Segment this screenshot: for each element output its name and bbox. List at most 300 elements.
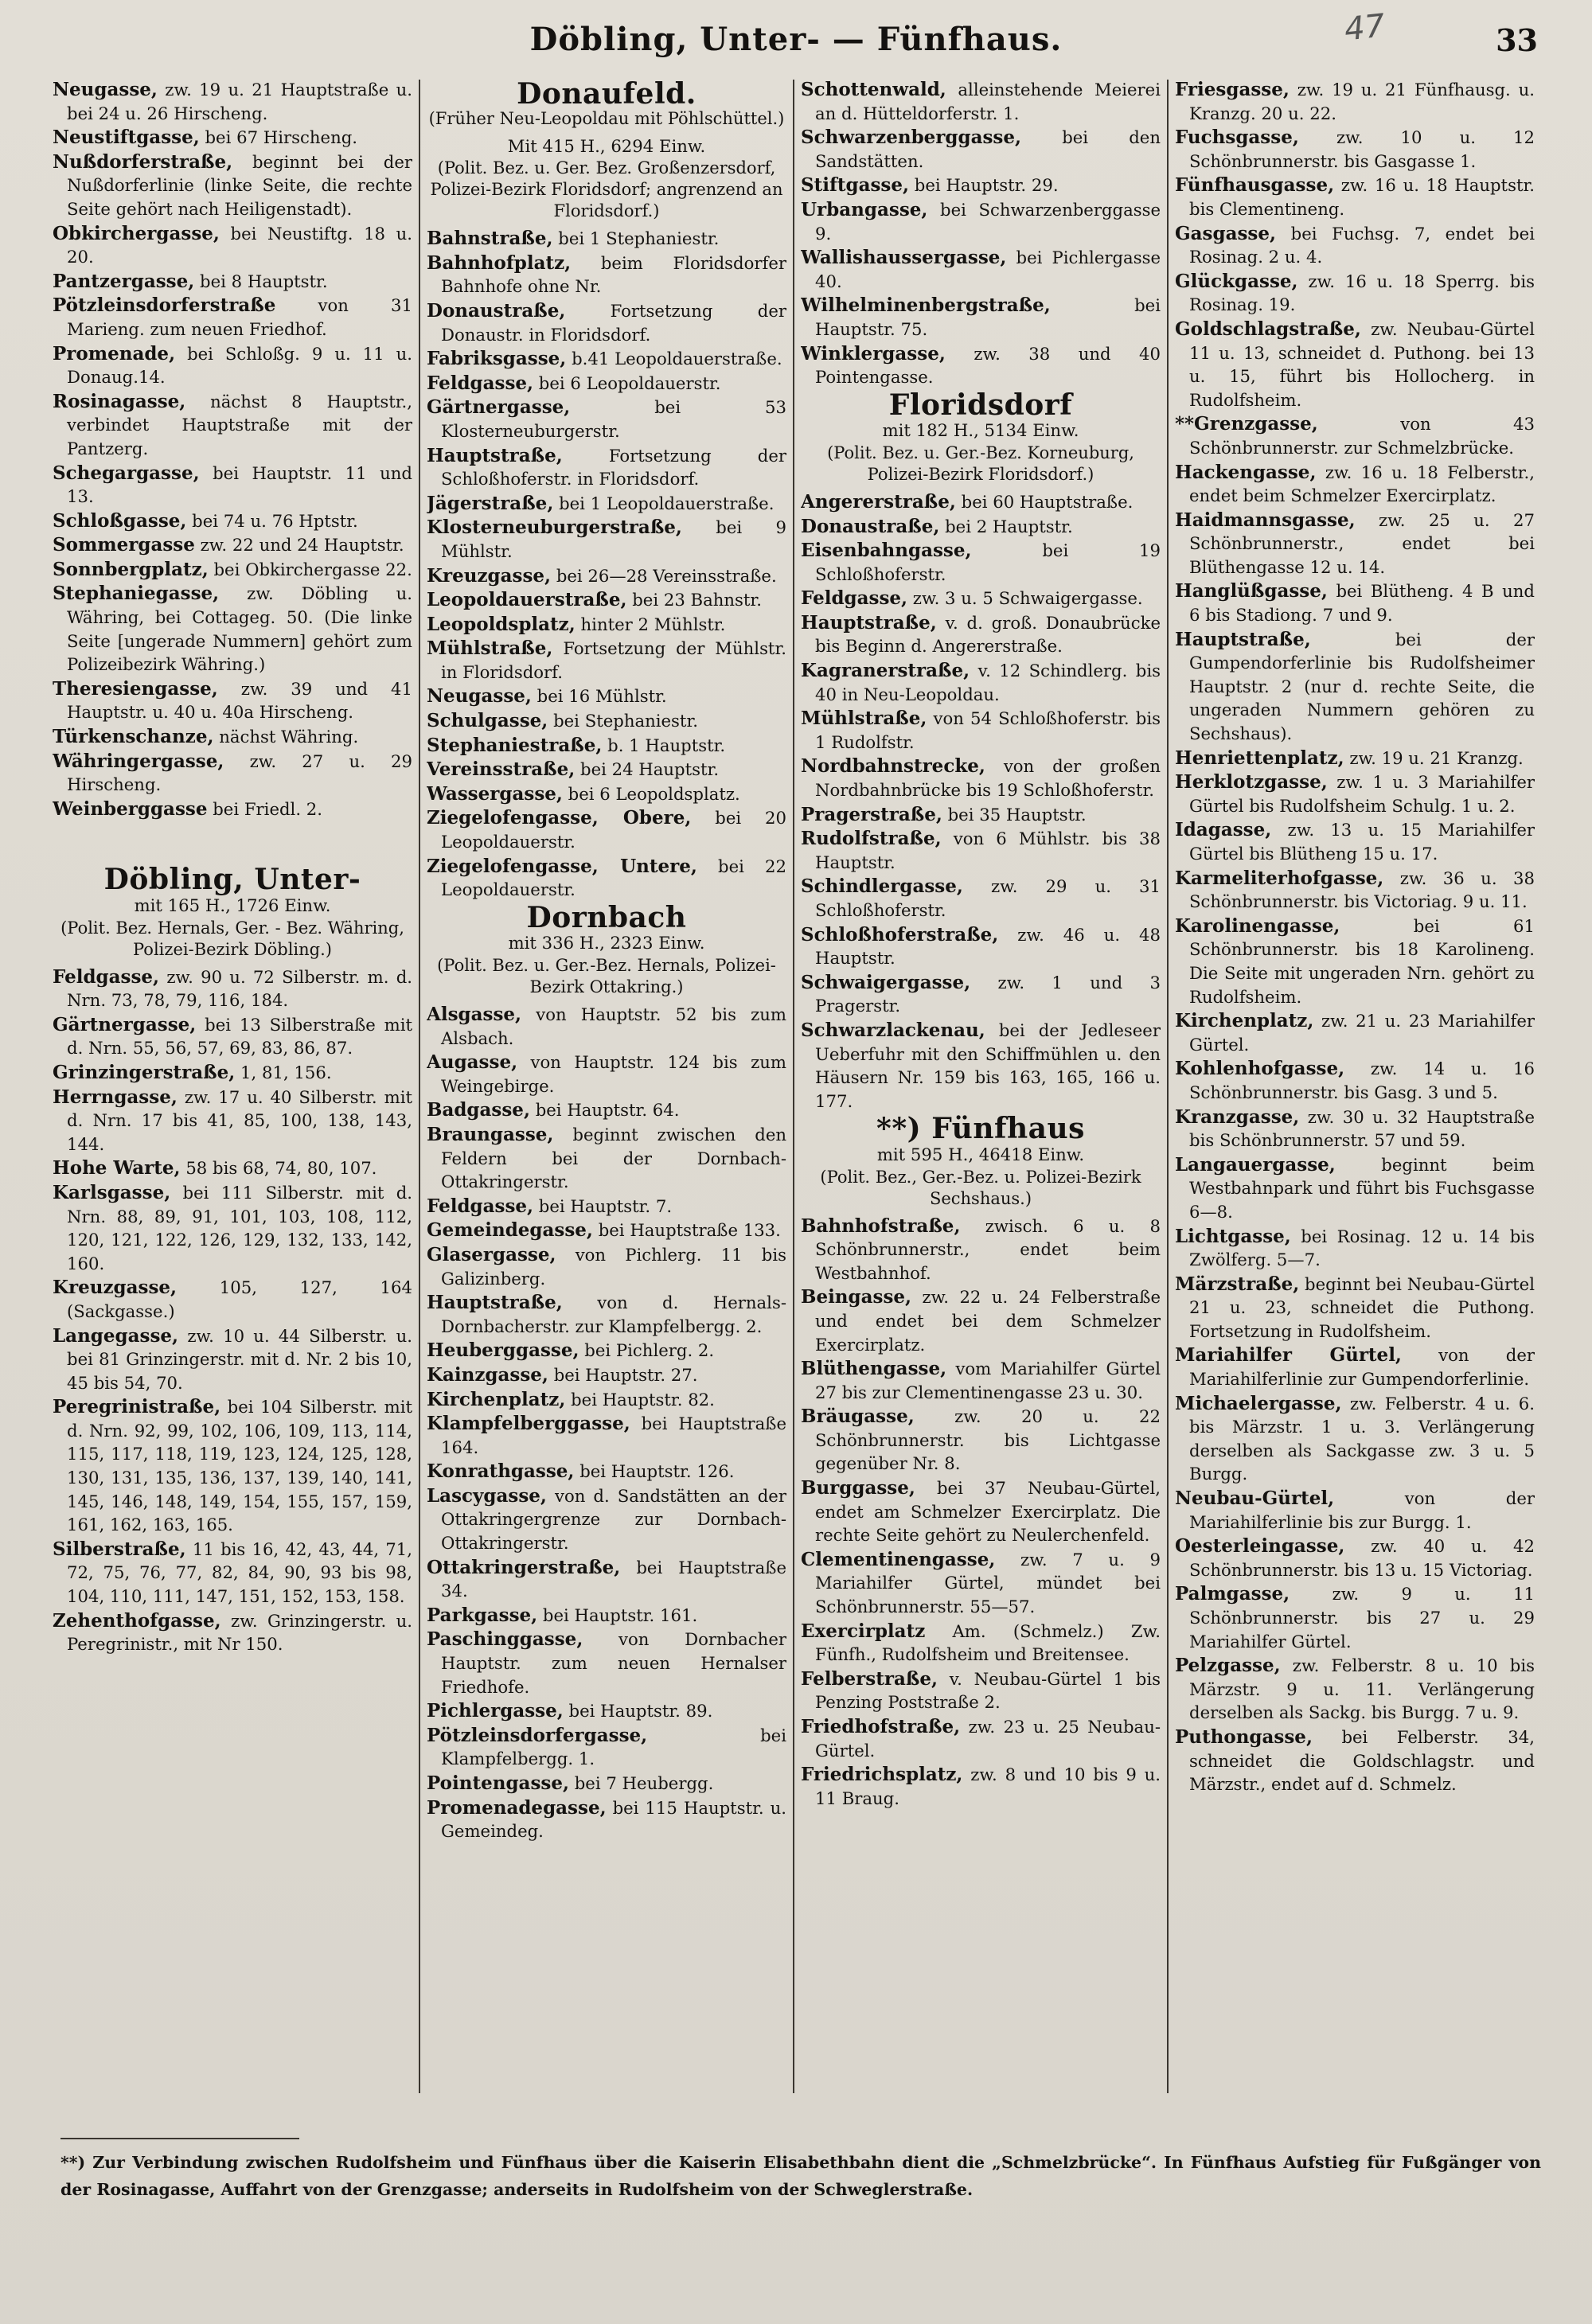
- street-location: bei 23 Bahnstr.: [632, 590, 762, 610]
- street-entry: [801, 1405, 1161, 1476]
- street-location: Fortsetzung der Mühlstr. in Floridsdorf.: [441, 638, 786, 682]
- street-entry: [801, 1215, 1161, 1285]
- street-location: zw. 1 u. 3 Mariahilfer Gürtel bis Rudolfsheim Schulg. 1 u. 2.: [1189, 772, 1535, 816]
- running-title: Döbling, Unter- — Fünfhaus.: [529, 21, 1063, 58]
- street-entry: [427, 637, 786, 684]
- street-entry: [427, 1195, 786, 1219]
- street-name: Schwarzenberggasse,: [801, 127, 1022, 149]
- street-entry: [1175, 174, 1535, 220]
- street-entry: [1175, 1105, 1535, 1152]
- street-name: Gemeindegasse,: [427, 1219, 593, 1242]
- street-name: Herklotzgasse,: [1175, 771, 1328, 794]
- street-entry: [427, 492, 786, 516]
- street-location: bei Felberstr. 34, schneidet die Goldschlagstr. und Märzstr., endet auf d. Schmelz.: [1189, 1726, 1535, 1795]
- street-name: Karmeliterhofgasse,: [1175, 867, 1384, 889]
- street-name: Türkenschanze,: [53, 726, 214, 748]
- street-name: Feldgasse,: [427, 1195, 534, 1217]
- street-name: Schwarzlackenau,: [801, 1019, 985, 1041]
- street-name: Schegargasse,: [53, 462, 200, 484]
- street-name: Augasse,: [427, 1051, 518, 1074]
- street-name: Wallishaussergasse,: [801, 247, 1007, 269]
- street-entry: [427, 806, 786, 853]
- street-location: zw. 1 und 3 Pragerstr.: [815, 972, 1161, 1016]
- street-location: bei 74 u. 76 Hptstr.: [192, 510, 358, 531]
- street-name: Langegasse,: [53, 1324, 179, 1347]
- street-directory-columns: [53, 78, 1549, 2100]
- street-location: zw. Neubau-Gürtel 11 u. 13, schneidet d. Puthong. bei 13 u. 15, führt bis Hollocherg. in Rudolfsheim.: [1189, 318, 1535, 410]
- street-name: Pointengasse,: [427, 1772, 569, 1794]
- street-entry: [53, 1061, 412, 1085]
- street-name: Kainzgasse,: [427, 1363, 548, 1386]
- street-location: zw. 7 u. 9 Mariahilfer Gürtel, mündet bei Schönbrunnerstr. 55—57.: [815, 1549, 1161, 1617]
- street-name: Lichtgasse,: [1175, 1225, 1291, 1247]
- street-name: Mariahilfer Gürtel,: [1175, 1344, 1402, 1367]
- street-name: Idagasse,: [1175, 819, 1272, 841]
- street-name: Wassergasse,: [427, 782, 563, 805]
- street-name: Eisenbahngasse,: [801, 540, 972, 562]
- street-location: zw. 22 u. 24 Felberstraße und endet bei dem Schmelzer Exercirplatz.: [815, 1287, 1161, 1355]
- street-name: Gasgasse,: [1175, 222, 1277, 244]
- street-location: zw. Grinzingerstr. u. Peregrinistr., mit Nr 150.: [67, 1610, 412, 1655]
- street-entry: [1175, 1153, 1535, 1224]
- street-location: von Hauptstr. 52 bis zum Alsbach.: [441, 1004, 786, 1048]
- street-entry: [427, 1412, 786, 1459]
- street-name: Bahnhofstraße,: [801, 1215, 961, 1237]
- street-name: Stiftgasse,: [801, 174, 910, 197]
- street-name: Stephaniegasse,: [53, 583, 220, 605]
- street-entry: [1175, 1487, 1535, 1534]
- street-entry: [53, 533, 412, 557]
- street-location: bei Schwarzenberggasse 9.: [815, 199, 1161, 244]
- street-location: 11 bis 16, 42, 43, 44, 71, 72, 75, 76, 77, 82, 84, 90, 93 bis 98, 104, 110, 111, 147, 151, 152, 153, 158.: [67, 1538, 412, 1607]
- street-location: bei 60 Hauptstraße.: [961, 491, 1134, 512]
- street-entry: [1175, 222, 1535, 269]
- column-2: [427, 78, 786, 2100]
- street-entry: [427, 372, 786, 396]
- street-name: Fuchsgasse,: [1175, 127, 1299, 149]
- street-entry: [53, 390, 412, 461]
- street-entry: [1175, 1392, 1535, 1486]
- street-entry: [1175, 1057, 1535, 1104]
- street-entry: [427, 1604, 786, 1628]
- street-entry: [801, 827, 1161, 874]
- street-location: bei Hauptstraße 164.: [441, 1414, 786, 1457]
- street-location: zw. 38 und 40 Pointengasse.: [815, 343, 1161, 388]
- street-entry: [427, 1051, 786, 1098]
- street-entry: [801, 294, 1161, 341]
- street-location: bei Schloßg. 9 u. 11 u. Donaug.14.: [67, 343, 412, 388]
- street-entry: [801, 971, 1161, 1018]
- street-name: Langauergasse,: [1175, 1153, 1336, 1176]
- street-name: Rudolfstraße,: [801, 828, 942, 850]
- street-entry: [801, 78, 1161, 125]
- street-location: b.41 Leopoldauerstraße.: [572, 349, 782, 369]
- street-name: Burggasse,: [801, 1477, 915, 1499]
- street-entry: [427, 227, 786, 251]
- street-location: zw. Felberstr. 4 u. 6. bis Märzstr. 1 u. 3. Verlängerung derselben als Sackgasse zw. 3 u. 5 Burgg.: [1189, 1393, 1535, 1484]
- street-name: Vereinsstraße,: [427, 758, 576, 781]
- street-name: Schulgasse,: [427, 710, 548, 732]
- street-location: bei 24 Hauptstr.: [580, 759, 720, 780]
- street-entry: [53, 582, 412, 676]
- street-location: von 6 Mühlstr. bis 38 Hauptstr.: [815, 829, 1161, 872]
- street-location: zw. 23 u. 25 Neubau-Gürtel.: [815, 1717, 1161, 1761]
- street-name: Schloßgasse,: [53, 509, 187, 532]
- street-name: Karolinengasse,: [1175, 914, 1340, 937]
- street-name: Henriettenplatz,: [1175, 747, 1344, 769]
- street-entry: [53, 725, 412, 749]
- street-location: von d. Hernals-Dornbacherstr. zur Klampfelbergg. 2.: [441, 1293, 786, 1336]
- street-location: bei Pichlerg. 2.: [584, 1340, 715, 1361]
- street-entry: [427, 1772, 786, 1796]
- street-location: zw. 30 u. 32 Hauptstraße bis Schönbrunnerstr. 57 und 59.: [1189, 1106, 1535, 1151]
- footnote-separator: [60, 2138, 299, 2139]
- street-name: Kohlenhofgasse,: [1175, 1058, 1345, 1080]
- street-name: Clementinengasse,: [801, 1548, 996, 1570]
- street-name: Gärtnergasse,: [53, 1013, 197, 1035]
- street-entry: [427, 444, 786, 491]
- street-entry: [801, 659, 1161, 706]
- street-entry: [427, 1628, 786, 1698]
- street-entry: [427, 1339, 786, 1363]
- street-entry: [801, 126, 1161, 173]
- street-entry: [427, 1388, 786, 1412]
- street-name: Badgasse,: [427, 1099, 530, 1121]
- street-name: Pelzgasse,: [1175, 1655, 1281, 1677]
- street-entry: [53, 462, 412, 509]
- street-location: beginnt bei Neubau-Gürtel 21 u. 23, schneidet die Puthong. Fortsetzung in Rudolfsheim.: [1189, 1273, 1535, 1341]
- street-location: zw. 20 u. 22 Schönbrunnerstr. bis Lichtgasse gegenüber Nr. 8.: [815, 1406, 1161, 1474]
- street-name: Heuberggasse,: [427, 1339, 579, 1362]
- street-entry: [427, 252, 786, 298]
- street-entry: [801, 539, 1161, 586]
- street-location: bei 16 Mühlstr.: [537, 686, 667, 707]
- street-name: Weinberggasse: [53, 797, 208, 820]
- street-location: von Pichlerg. 11 bis Galizinberg.: [441, 1244, 786, 1289]
- street-location: von d. Sandstätten an der Ottakringergrenze zur Dornbach-Ottakringerstr.: [441, 1485, 786, 1554]
- street-entry: [1175, 818, 1535, 865]
- street-location: von der großen Nordbahnbrücke bis 19 Schloßhoferstr.: [815, 756, 1161, 801]
- street-entry: [801, 755, 1161, 801]
- street-entry: [801, 1285, 1161, 1356]
- street-location: zw. 36 u. 38 Schönbrunnerstr. bis Victoriag. 9 u. 11.: [1189, 868, 1535, 912]
- municipality-jurisdiction-note: (Früher Neu-Leopoldau mit Pöhlschüttel.): [428, 108, 785, 128]
- street-name: Kirchenplatz,: [427, 1388, 566, 1410]
- street-name: Konrathgasse,: [427, 1460, 575, 1483]
- street-name: Schloßhoferstraße,: [801, 923, 999, 946]
- street-name: Hauptstraße,: [1175, 628, 1311, 650]
- street-entry: [801, 1476, 1161, 1547]
- street-location: bei der Gumpendorferlinie bis Rudolfsheimer Hauptstr. 2 (nur d. rechte Seite, die ungeraden Nummern gehören zu Sechshaus).: [1189, 629, 1535, 744]
- street-entry: [801, 1620, 1161, 1667]
- street-name: Beingasse,: [801, 1286, 912, 1308]
- street-name: Alsgasse,: [427, 1004, 522, 1025]
- municipality-jurisdiction-note: (Polit. Bez., Ger.-Bez. u. Polizei-Bezirk Sechshaus.): [820, 1167, 1141, 1208]
- street-location: von 31 Marieng. zum neuen Friedhof.: [67, 295, 412, 339]
- street-name: Neustiftgasse,: [53, 127, 200, 149]
- page-header: [48, 7, 1544, 70]
- street-name: Winklergasse,: [801, 342, 946, 365]
- street-name: Leopoldsplatz,: [427, 613, 576, 635]
- street-location: hinter 2 Mühlstr.: [580, 614, 726, 634]
- street-location: zw. 10 u. 12 Schönbrunnerstr. bis Gasgasse 1.: [1189, 127, 1535, 171]
- street-name: Obkirchergasse,: [53, 222, 220, 244]
- street-entry: [427, 396, 786, 443]
- street-name: Sonnbergplatz,: [53, 558, 209, 580]
- street-entry: [53, 1395, 412, 1537]
- municipality-statistics: mit 165 H., 1726 Einw.: [134, 895, 331, 915]
- street-entry: [1175, 914, 1535, 1008]
- street-name: Ziegelofengasse, Obere,: [427, 807, 692, 829]
- street-entry: [1175, 579, 1535, 626]
- footnote: **) Zur Verbindung zwischen Rudolfsheim und Fünfhaus über die Kaiserin Elisabethbahn dient die „Schmelzbrücke“. In Fünfhaus Aufstieg für Fußgänger von der Rosinagasse, Auffahrt von der Grenzgasse; anderseits in Rudolfsheim von der Schweglerstraße.: [60, 2153, 1541, 2199]
- street-entry: [801, 923, 1161, 970]
- municipality-heading: Floridsdorf: [888, 388, 1073, 422]
- street-entry: [801, 611, 1161, 658]
- street-name: Kreuzgasse,: [53, 1277, 178, 1299]
- street-location: bei 19 Schloßhoferstr.: [815, 540, 1161, 584]
- street-entry: [53, 509, 412, 533]
- municipality-statistics: mit 595 H., 46418 Einw.: [876, 1144, 1085, 1164]
- street-location: zw. 19 u. 21 Hauptstraße u. bei 24 u. 26 Hirscheng.: [67, 80, 412, 123]
- street-location: bei 8 Hauptstr.: [200, 271, 328, 291]
- street-entry: [801, 198, 1161, 245]
- street-entry: [1175, 867, 1535, 914]
- street-name: Stephaniestraße,: [427, 734, 603, 756]
- municipality-heading: Döbling, Unter-: [103, 863, 361, 897]
- street-entry: [801, 875, 1161, 922]
- street-location: bei 111 Silberstr. mit d. Nrn. 88, 89, 91, 101, 103, 108, 112, 120, 121, 122, 126, 129, 132, 133, 142, 160.: [67, 1182, 412, 1273]
- street-name: Herrngasse,: [53, 1086, 178, 1108]
- street-location: zw. 29 u. 31 Schloßhoferstr.: [815, 876, 1161, 920]
- street-name: Kranzgasse,: [1175, 1105, 1300, 1128]
- street-location: zw. 16 u. 18 Felberstr., endet beim Schmelzer Exercirplatz.: [1189, 462, 1535, 506]
- street-entry: [53, 677, 412, 724]
- street-name: Wilhelminenbergstraße,: [801, 294, 1051, 317]
- street-location: Fortsetzung der Schloßhoferstr. in Floridsdorf.: [441, 445, 786, 489]
- street-entry: [53, 1013, 412, 1060]
- street-location: zw. 21 u. 23 Mariahilfer Gürtel.: [1189, 1011, 1535, 1055]
- street-name: Promenadegasse,: [427, 1796, 607, 1819]
- street-name: Kagranerstraße,: [801, 660, 970, 682]
- street-name: Klosterneuburgerstraße,: [427, 517, 682, 539]
- street-entry: [1175, 461, 1535, 508]
- street-entry: [427, 564, 786, 588]
- street-entry: [801, 1548, 1161, 1619]
- street-name: Währingergasse,: [53, 750, 224, 772]
- street-name: Michaelergasse,: [1175, 1392, 1342, 1414]
- street-name: Schindlergasse,: [801, 875, 963, 898]
- street-entry: [1175, 1654, 1535, 1725]
- street-entry: [427, 588, 786, 612]
- street-location: zw. 16 u. 18 Sperrg. bis Rosinag. 19.: [1189, 271, 1535, 315]
- street-name: Glasergasse,: [427, 1243, 556, 1265]
- street-location: zw. 8 und 10 bis 9 u. 11 Braug.: [815, 1764, 1161, 1808]
- street-entry: [53, 1538, 412, 1608]
- street-entry: [1175, 1009, 1535, 1056]
- street-location: bei 104 Silberstr. mit d. Nrn. 92, 99, 102, 106, 109, 113, 114, 115, 117, 118, 119, 123, 124, 125, 128, 130, 131, 135, 136, 137, 139, 140, 141, 145, 146, 148, 149, 154, 155, 157, 159, 161, 162, 163, 165.: [67, 1397, 412, 1535]
- street-location: zw. 10 u. 44 Silberstr. u. bei 81 Grinzingerstr. mit d. Nr. 2 bis 10, 45 bis 54, 70.: [67, 1325, 412, 1393]
- street-entry: [801, 246, 1161, 293]
- street-entry: [427, 1123, 786, 1194]
- street-entry: [53, 1156, 412, 1180]
- street-entry: [1175, 509, 1535, 579]
- street-entry: [801, 174, 1161, 197]
- street-location: bei 20 Leopoldauerstr.: [441, 808, 786, 852]
- street-entry: [427, 1098, 786, 1122]
- street-location: bei Neustiftg. 18 u. 20.: [67, 223, 412, 267]
- street-location: bei Hauptstr. 27.: [553, 1364, 698, 1385]
- street-location: bei den Sandstätten.: [815, 127, 1161, 171]
- street-name: Blüthengasse,: [801, 1358, 947, 1380]
- street-name: Bräugasse,: [801, 1406, 915, 1428]
- street-location: bei 115 Hauptstr. u. Gemeindeg.: [441, 1797, 786, 1842]
- street-name: Pichlergasse,: [427, 1700, 564, 1722]
- street-entry: [427, 1484, 786, 1555]
- street-entry: [53, 78, 412, 125]
- street-name: Fabriksgasse,: [427, 348, 567, 370]
- street-location: zw. 40 u. 42 Schönbrunnerstr. bis 13 u. 15 Victoriag.: [1189, 1536, 1535, 1580]
- street-entry: [427, 709, 786, 733]
- street-entry: [1175, 1225, 1535, 1272]
- street-location: bei 6 Leopoldauerstr.: [538, 372, 721, 393]
- street-name: Parkgasse,: [427, 1604, 538, 1626]
- street-name: Kirchenplatz,: [1175, 1010, 1314, 1032]
- street-location: bei Hauptstr. 75.: [815, 295, 1161, 339]
- street-name: Neugasse,: [427, 685, 532, 708]
- street-name: Pragerstraße,: [801, 803, 942, 825]
- street-name: Donaustraße,: [801, 515, 940, 537]
- street-name: Oesterleingasse,: [1175, 1535, 1345, 1558]
- street-name: Friedhofstraße,: [801, 1716, 961, 1737]
- street-location: bei 1 Stephaniestr.: [558, 228, 720, 249]
- street-name: Schwaigergasse,: [801, 971, 971, 993]
- street-entry: [1175, 1725, 1535, 1796]
- street-name: **Grenzgasse,: [1175, 413, 1318, 435]
- street-entry: [427, 1699, 786, 1723]
- column-1: [53, 78, 412, 2100]
- street-entry: [53, 1609, 412, 1656]
- street-name: Hauptstraße,: [427, 1292, 563, 1314]
- street-entry: [427, 1291, 786, 1338]
- street-location: alleinstehende Meierei an d. Hütteldorferstr. 1.: [815, 80, 1161, 123]
- street-name: Kreuzgasse,: [427, 564, 552, 587]
- street-name: Märzstraße,: [1175, 1273, 1300, 1295]
- street-name: Grinzingerstraße,: [53, 1061, 236, 1083]
- street-location: zw. 9 u. 11 Schönbrunnerstr. bis 27 u. 29 Mariahilfer Gürtel.: [1189, 1584, 1535, 1651]
- street-name: Gärtnergasse,: [427, 396, 571, 419]
- street-entry: [53, 150, 412, 221]
- street-entry: [427, 613, 786, 637]
- municipality-jurisdiction-note: (Polit. Bez. u. Ger. Bez. Großenzersdorf, Polizei-Bezirk Floridsdorf; angrenzend an Floridsdorf.): [430, 158, 783, 221]
- street-name: Pötzleinsdorfergasse,: [427, 1724, 648, 1746]
- street-location: zw. 3 u. 5 Schwaigergasse.: [912, 588, 1143, 609]
- municipality-heading: Dornbach: [526, 900, 687, 934]
- street-entry: [801, 1019, 1161, 1113]
- street-name: Goldschlagstraße,: [1175, 318, 1361, 340]
- street-entry: [53, 294, 412, 341]
- street-entry: [801, 490, 1161, 514]
- street-location: bei 7 Heubergg.: [574, 1773, 714, 1793]
- street-entry: [1175, 318, 1535, 411]
- street-entry: [1175, 628, 1535, 746]
- street-location: bei Fuchsg. 7, endet bei Rosinag. 2 u. 4.: [1189, 223, 1535, 267]
- street-name: Lascygasse,: [427, 1484, 547, 1507]
- street-location: zw. 19 u. 21 Kranzg.: [1349, 747, 1524, 768]
- street-location: v. 12 Schindlerg. bis 40 in Neu-Leopoldau.: [815, 661, 1161, 704]
- street-entry: [427, 347, 786, 371]
- street-location: zw. 19 u. 21 Fünfhausg. u. Kranzg. 20 u. 22.: [1189, 80, 1535, 123]
- street-location: b. 1 Hauptstr.: [607, 735, 726, 755]
- street-name: Friesgasse,: [1175, 79, 1290, 100]
- street-location: bei 53 Klosterneuburgerstr.: [441, 397, 786, 441]
- street-entry: [427, 684, 786, 708]
- street-entry: [1175, 78, 1535, 125]
- street-name: Feldgasse,: [427, 372, 534, 394]
- street-entry: [1175, 770, 1535, 817]
- street-entry: [1175, 270, 1535, 317]
- street-location: bei 9 Mühlstr.: [441, 517, 786, 561]
- street-location: zw. 13 u. 15 Mariahilfer Gürtel bis Blütheng 15 u. 17.: [1189, 820, 1535, 864]
- street-location: nächst 8 Hauptstr., verbindet Hauptstraße mit der Pantzerg.: [67, 391, 412, 458]
- street-location: von Dornbacher Hauptstr. zum neuen Hernalser Friedhofe.: [441, 1629, 786, 1697]
- street-location: bei 2 Hauptstr.: [945, 516, 1073, 536]
- street-location: beginnt bei der Nußdorferlinie (linke Seite, die rechte Seite gehört nach Heiligenstadt).: [67, 151, 412, 219]
- street-location: bei Hauptstr. 11 und 13.: [67, 462, 412, 507]
- street-location: bei Hauptstraße 133.: [598, 1220, 781, 1241]
- street-name: Felberstraße,: [801, 1667, 938, 1690]
- street-name: Hauptstraße,: [801, 611, 937, 634]
- street-location: bei Friedl. 2.: [213, 798, 323, 819]
- street-name: Hohe Warte,: [53, 1157, 181, 1180]
- street-location: bei Rosinag. 12 u. 14 bis Zwölferg. 5—7.: [1189, 1226, 1535, 1270]
- municipality-jurisdiction-note: (Polit. Bez. Hernals, Ger. - Bez. Währing, Polizei-Bezirk Döbling.): [60, 918, 404, 959]
- street-location: v. Neubau-Gürtel 1 bis Penzing Poststraße 2.: [815, 1668, 1161, 1713]
- street-entry: [1175, 412, 1535, 459]
- street-location: bei Hauptstr. 161.: [542, 1605, 698, 1625]
- street-location: zw. 90 u. 72 Silberstr. m. d. Nrn. 73, 78, 79, 116, 184.: [67, 966, 412, 1011]
- street-name: Haidmannsgasse,: [1175, 509, 1356, 531]
- street-location: beginnt zwischen den Feldern bei der Dornbach-Ottakringerstr.: [441, 1124, 786, 1192]
- street-entry: [1175, 747, 1535, 770]
- street-entry: [427, 855, 786, 902]
- street-name: Promenade,: [53, 342, 176, 365]
- street-name: Ottakringerstraße,: [427, 1556, 621, 1578]
- street-location: 1, 81, 156.: [240, 1062, 332, 1082]
- street-location: bei 13 Silberstraße mit d. Nrn. 55, 56, 57, 69, 83, 86, 87.: [67, 1014, 412, 1059]
- street-name: Ziegelofengasse, Untere,: [427, 855, 697, 877]
- street-entry: [427, 1363, 786, 1387]
- street-entry: [427, 1460, 786, 1484]
- street-name: Fünfhausgasse,: [1175, 174, 1335, 197]
- street-location: v. d. groß. Donaubrücke bis Beginn d. Angererstraße.: [815, 612, 1161, 657]
- street-location: bei 61 Schönbrunnerstr. bis 18 Karolineng. Die Seite mit ungeraden Nrn. gehört zu Rudolfsheim.: [1189, 915, 1535, 1007]
- street-name: Hanglüßgasse,: [1175, 580, 1328, 602]
- street-location: von Hauptstr. 124 bis zum Weingebirge.: [441, 1052, 786, 1096]
- street-location: bei 67 Hirscheng.: [205, 127, 358, 148]
- street-entry: [1175, 1582, 1535, 1653]
- street-entry: [53, 1181, 412, 1275]
- street-name: Theresiengasse,: [53, 677, 218, 700]
- street-name: Schottenwald,: [801, 79, 946, 100]
- street-entry: [53, 270, 412, 294]
- street-entry: [427, 758, 786, 782]
- street-location: bei Klampfelbergg. 1.: [441, 1725, 786, 1769]
- street-name: Glückgasse,: [1175, 270, 1298, 292]
- street-location: bei der Jedleseer Ueberfuhr mit den Schiffmühlen u. den Häusern Nr. 159 bis 163, 165, 166 u. 177.: [815, 1020, 1161, 1111]
- street-location: bei Hauptstr. 64.: [535, 1100, 680, 1121]
- street-location: nächst Währing.: [219, 727, 359, 747]
